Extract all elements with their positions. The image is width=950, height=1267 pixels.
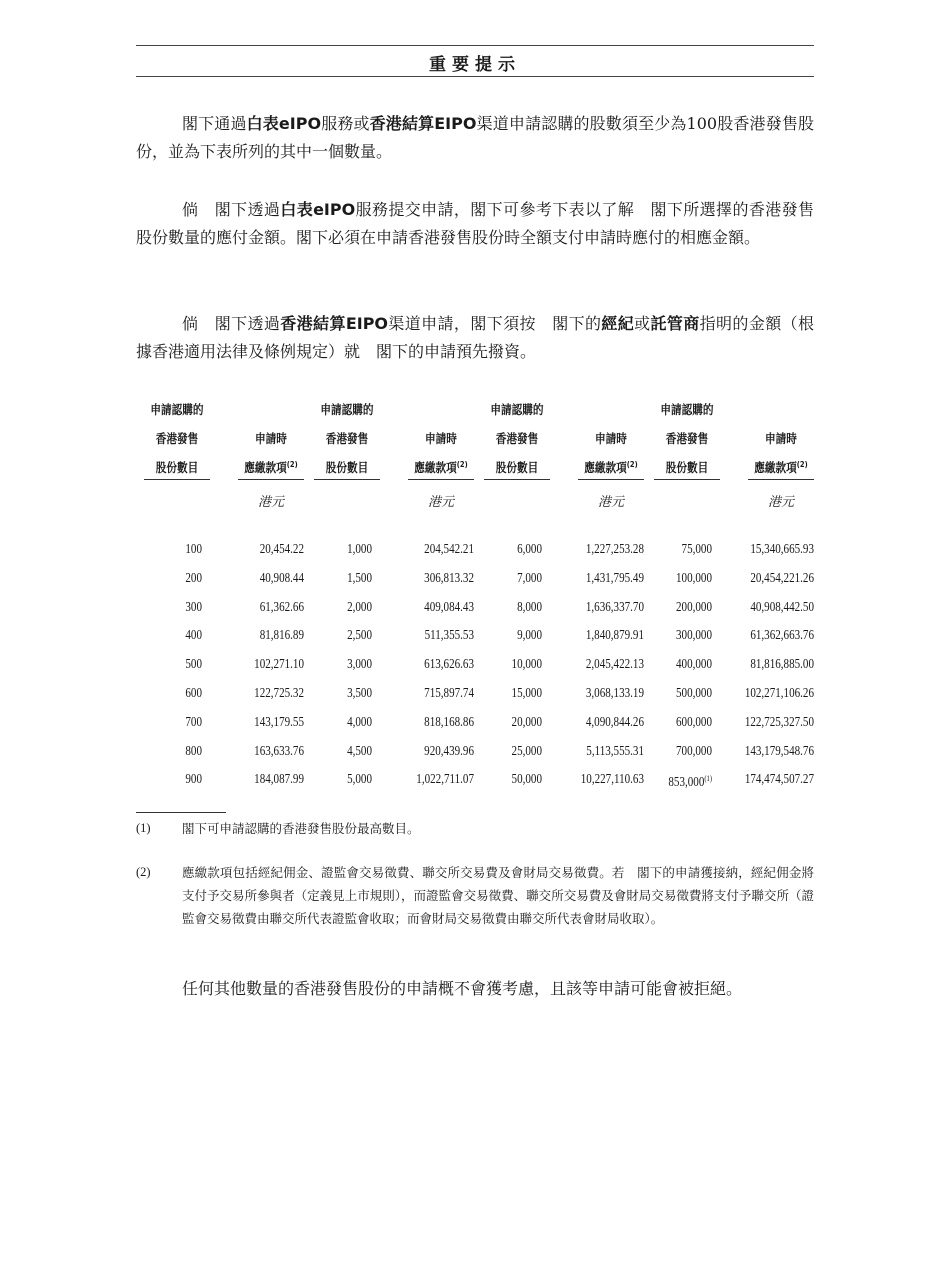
amount-cell: 818,168.86 (424, 713, 474, 729)
amount-cell: 143,179,548.76 (744, 742, 814, 758)
footnote-number: (2) (136, 865, 151, 879)
text-run: 或 (634, 314, 651, 333)
amount-column-header: 應繳款項$^{(2)}$ (754, 460, 808, 475)
shares-column-header: 申請認購的 (150, 402, 204, 417)
amount-cell: 1,022,711.07 (416, 771, 474, 787)
text-run: 倘 閣下透過 (182, 200, 281, 219)
header-underline (408, 479, 474, 480)
amount-column (727, 535, 814, 794)
amount-column (557, 535, 644, 794)
footnote-divider (136, 812, 226, 813)
paragraph-hkscc (136, 310, 814, 366)
amount-cell: 1,227,253.28 (585, 541, 644, 556)
amount-cell: 102,271,106.26 (744, 684, 814, 700)
amount-cell: 40,908,442.50 (750, 598, 814, 614)
shares-column-header: 股份數目 (665, 460, 709, 475)
shares-cell: 6,000 (517, 541, 542, 556)
bold-term: 白表eIPO (246, 114, 322, 133)
text-run: 倘 閣下透過 (182, 314, 281, 333)
amount-cell: 40,908.44 (259, 569, 304, 585)
amount-column (387, 535, 474, 794)
page-title: 重要提示 (429, 55, 521, 75)
shares-cell: 200,000 (676, 598, 712, 614)
amount-cell: 4,090,844.26 (585, 713, 644, 729)
top-rule (136, 45, 814, 46)
amount-cell: 613,626.63 (424, 656, 474, 672)
shares-cell: 853,000$^{(1)}$ (668, 774, 712, 790)
footnote-ref: (2) (456, 460, 468, 469)
bold-term: 香港結算EIPO (369, 114, 477, 133)
header-underline (578, 479, 644, 480)
amount-cell: 143,179.55 (254, 713, 304, 729)
shares-cell: 50,000 (511, 771, 542, 787)
text-run: 渠道申請，閣下須按 閣下的 (388, 314, 602, 333)
amount-cell: 122,725,327.50 (744, 713, 814, 729)
currency-unit: 港元 (257, 495, 284, 510)
shares-cell: 600,000 (676, 713, 712, 729)
shares-column-header: 香港發售 (325, 431, 369, 446)
shares-column-header: 香港發售 (495, 431, 539, 446)
shares-cell: 700 (185, 713, 202, 729)
currency-unit: 港元 (597, 495, 624, 510)
footnote-number: (1) (136, 821, 151, 835)
shares-cell: 500 (185, 656, 202, 672)
shares-cell: 3,000 (347, 656, 372, 672)
amount-cell: 3,068,133.19 (585, 684, 644, 700)
shares-cell: 300,000 (676, 627, 712, 643)
shares-cell: 25,000 (511, 742, 542, 758)
footnote-text: 閣下可申請認購的香港發售股份最高數目。 (182, 821, 420, 836)
shares-cell: 1,000 (347, 541, 372, 556)
shares-column-header: 申請認購的 (320, 402, 374, 417)
amount-cell: 122,725.32 (254, 684, 304, 700)
amount-cell: 61,362,663.76 (750, 627, 814, 643)
amount-column-header: 申請時 (595, 431, 627, 446)
header-underline (238, 479, 304, 480)
amount-column-header: 申請時 (765, 431, 797, 446)
amount-column-header: 申請時 (425, 431, 457, 446)
currency-unit: 港元 (767, 495, 794, 510)
shares-cell: 100,000 (676, 569, 712, 585)
shares-column (648, 535, 712, 794)
footnote-text: 應繳款項包括經紀佣金、證監會交易徵費、聯交所交易費及會財局交易徵費。若 閣下的申請獲接納，經紀佣金將支付予交易所參與者（定義見上市規則），而證監會交易徵費、聯交所交易費及會財局交易徵費將支付予聯交所（證監會交易徵費由聯交所代表證監會收取；而會財局交易徵費由聯交所代表會財局收取）。 (182, 865, 814, 926)
shares-cell: 800 (185, 742, 202, 758)
footnote-ref: (2) (796, 460, 808, 469)
shares-column-header: 申請認購的 (490, 402, 544, 417)
text-run: 服務或 (321, 114, 370, 133)
footnote-1 (136, 817, 814, 840)
shares-cell: 10,000 (511, 656, 542, 672)
shares-cell: 4,500 (347, 742, 372, 758)
amount-cell: 61,362.66 (259, 598, 304, 614)
shares-column-header: 香港發售 (665, 431, 709, 446)
shares-cell: 700,000 (676, 742, 712, 758)
amount-cell: 409,084.43 (424, 598, 474, 614)
header-underline (484, 479, 550, 480)
shares-cell: 200 (185, 569, 202, 585)
header-underline (654, 479, 720, 480)
text-run: 渠道申請認購的股數須至少為100股香港發售股份，並為下表所列的其中一個數量。 (136, 114, 814, 161)
shares-cell: 2,500 (347, 627, 372, 643)
currency-unit: 港元 (427, 495, 454, 510)
shares-column-header: 股份數目 (495, 460, 539, 475)
bold-term: 香港結算EIPO (280, 314, 389, 333)
closing-statement: 任何其他數量的香港發售股份的申請概不會獲考慮，且該等申請可能會被拒絕。 (182, 979, 743, 998)
header-underline (144, 479, 210, 480)
amount-cell: 81,816,885.00 (750, 656, 814, 672)
footnote-ref: (2) (286, 460, 298, 469)
shares-column (308, 535, 372, 794)
shares-cell: 75,000 (681, 541, 712, 556)
shares-cell: 2,000 (347, 598, 372, 614)
amount-cell: 184,087.99 (254, 771, 304, 787)
shares-column-header: 申請認購的 (660, 402, 714, 417)
amount-cell: 20,454,221.26 (750, 569, 814, 585)
text-run: 服務提交申請，閣下可參考下表以了解 閣下所選擇的香港發售股份數量的應付金額。閣下必須在申請香港發售股份時全額支付申請時應付的相應金額。 (136, 200, 814, 247)
amount-column-header: 應繳款項$^{(2)}$ (244, 460, 298, 475)
amount-cell: 306,813.32 (424, 569, 474, 585)
amount-cell: 715,897.74 (424, 684, 474, 700)
amount-column-header: 應繳款項$^{(2)}$ (414, 460, 468, 475)
amount-column (217, 535, 304, 794)
amount-cell: 174,474,507.27 (744, 771, 814, 787)
shares-cell: 9,000 (517, 627, 542, 643)
shares-cell: 4,000 (347, 713, 372, 729)
amount-column-header: 應繳款項$^{(2)}$ (584, 460, 638, 475)
bold-term: 經紀 (601, 314, 635, 333)
amount-cell: 163,633.76 (254, 742, 304, 758)
shares-cell: 400 (185, 627, 202, 643)
shares-cell: 7,000 (517, 569, 542, 585)
shares-cell: 8,000 (517, 598, 542, 614)
shares-cell: 600 (185, 684, 202, 700)
amount-cell: 920,439.96 (424, 742, 474, 758)
shares-cell: 500,000 (676, 684, 712, 700)
amount-cell: 204,542.21 (424, 541, 474, 556)
footnote-ref: (1) (704, 774, 712, 784)
shares-cell: 100 (185, 541, 202, 556)
footnote-2 (136, 861, 814, 930)
shares-cell: 400,000 (676, 656, 712, 672)
header-underline (314, 479, 380, 480)
amount-cell: 1,840,879.91 (585, 627, 644, 643)
bold-term: 白表eIPO (280, 200, 356, 219)
amount-cell: 102,271.10 (254, 656, 304, 672)
amount-cell: 10,227,110.63 (580, 771, 644, 787)
shares-cell: 900 (185, 771, 202, 787)
shares-column (138, 535, 202, 794)
shares-column-header: 股份數目 (325, 460, 369, 475)
header-underline (748, 479, 814, 480)
amount-cell: 81,816.89 (259, 627, 304, 643)
shares-cell: 1,500 (347, 569, 372, 585)
shares-cell: 5,000 (347, 771, 372, 787)
text-run: 閣下通過 (182, 114, 247, 133)
shares-column (478, 535, 542, 794)
shares-cell: 300 (185, 598, 202, 614)
shares-cell: 20,000 (511, 713, 542, 729)
amount-cell: 5,113,555.31 (586, 742, 644, 758)
amount-column-header: 申請時 (255, 431, 287, 446)
amount-cell: 1,636,337.70 (585, 598, 644, 614)
amount-cell: 1,431,795.49 (585, 569, 644, 585)
paragraph-white-form (136, 196, 814, 252)
text-run: 指明的金額（根據香港適用法律及條例規定）就 閣下的申請預先撥資。 (136, 314, 814, 361)
amount-cell: 511,355.53 (424, 627, 474, 643)
shares-column-header: 股份數目 (155, 460, 199, 475)
shares-cell: 3,500 (347, 684, 372, 700)
shares-cell: 15,000 (511, 684, 542, 700)
title-rule (136, 76, 814, 77)
amount-cell: 15,340,665.93 (750, 541, 814, 556)
footnote-ref: (2) (626, 460, 638, 469)
paragraph-minimum-shares (136, 110, 814, 166)
amount-cell: 20,454.22 (259, 541, 304, 556)
shares-column-header: 香港發售 (155, 431, 199, 446)
bold-term: 託管商 (650, 314, 700, 333)
amount-cell: 2,045,422.13 (585, 656, 644, 672)
